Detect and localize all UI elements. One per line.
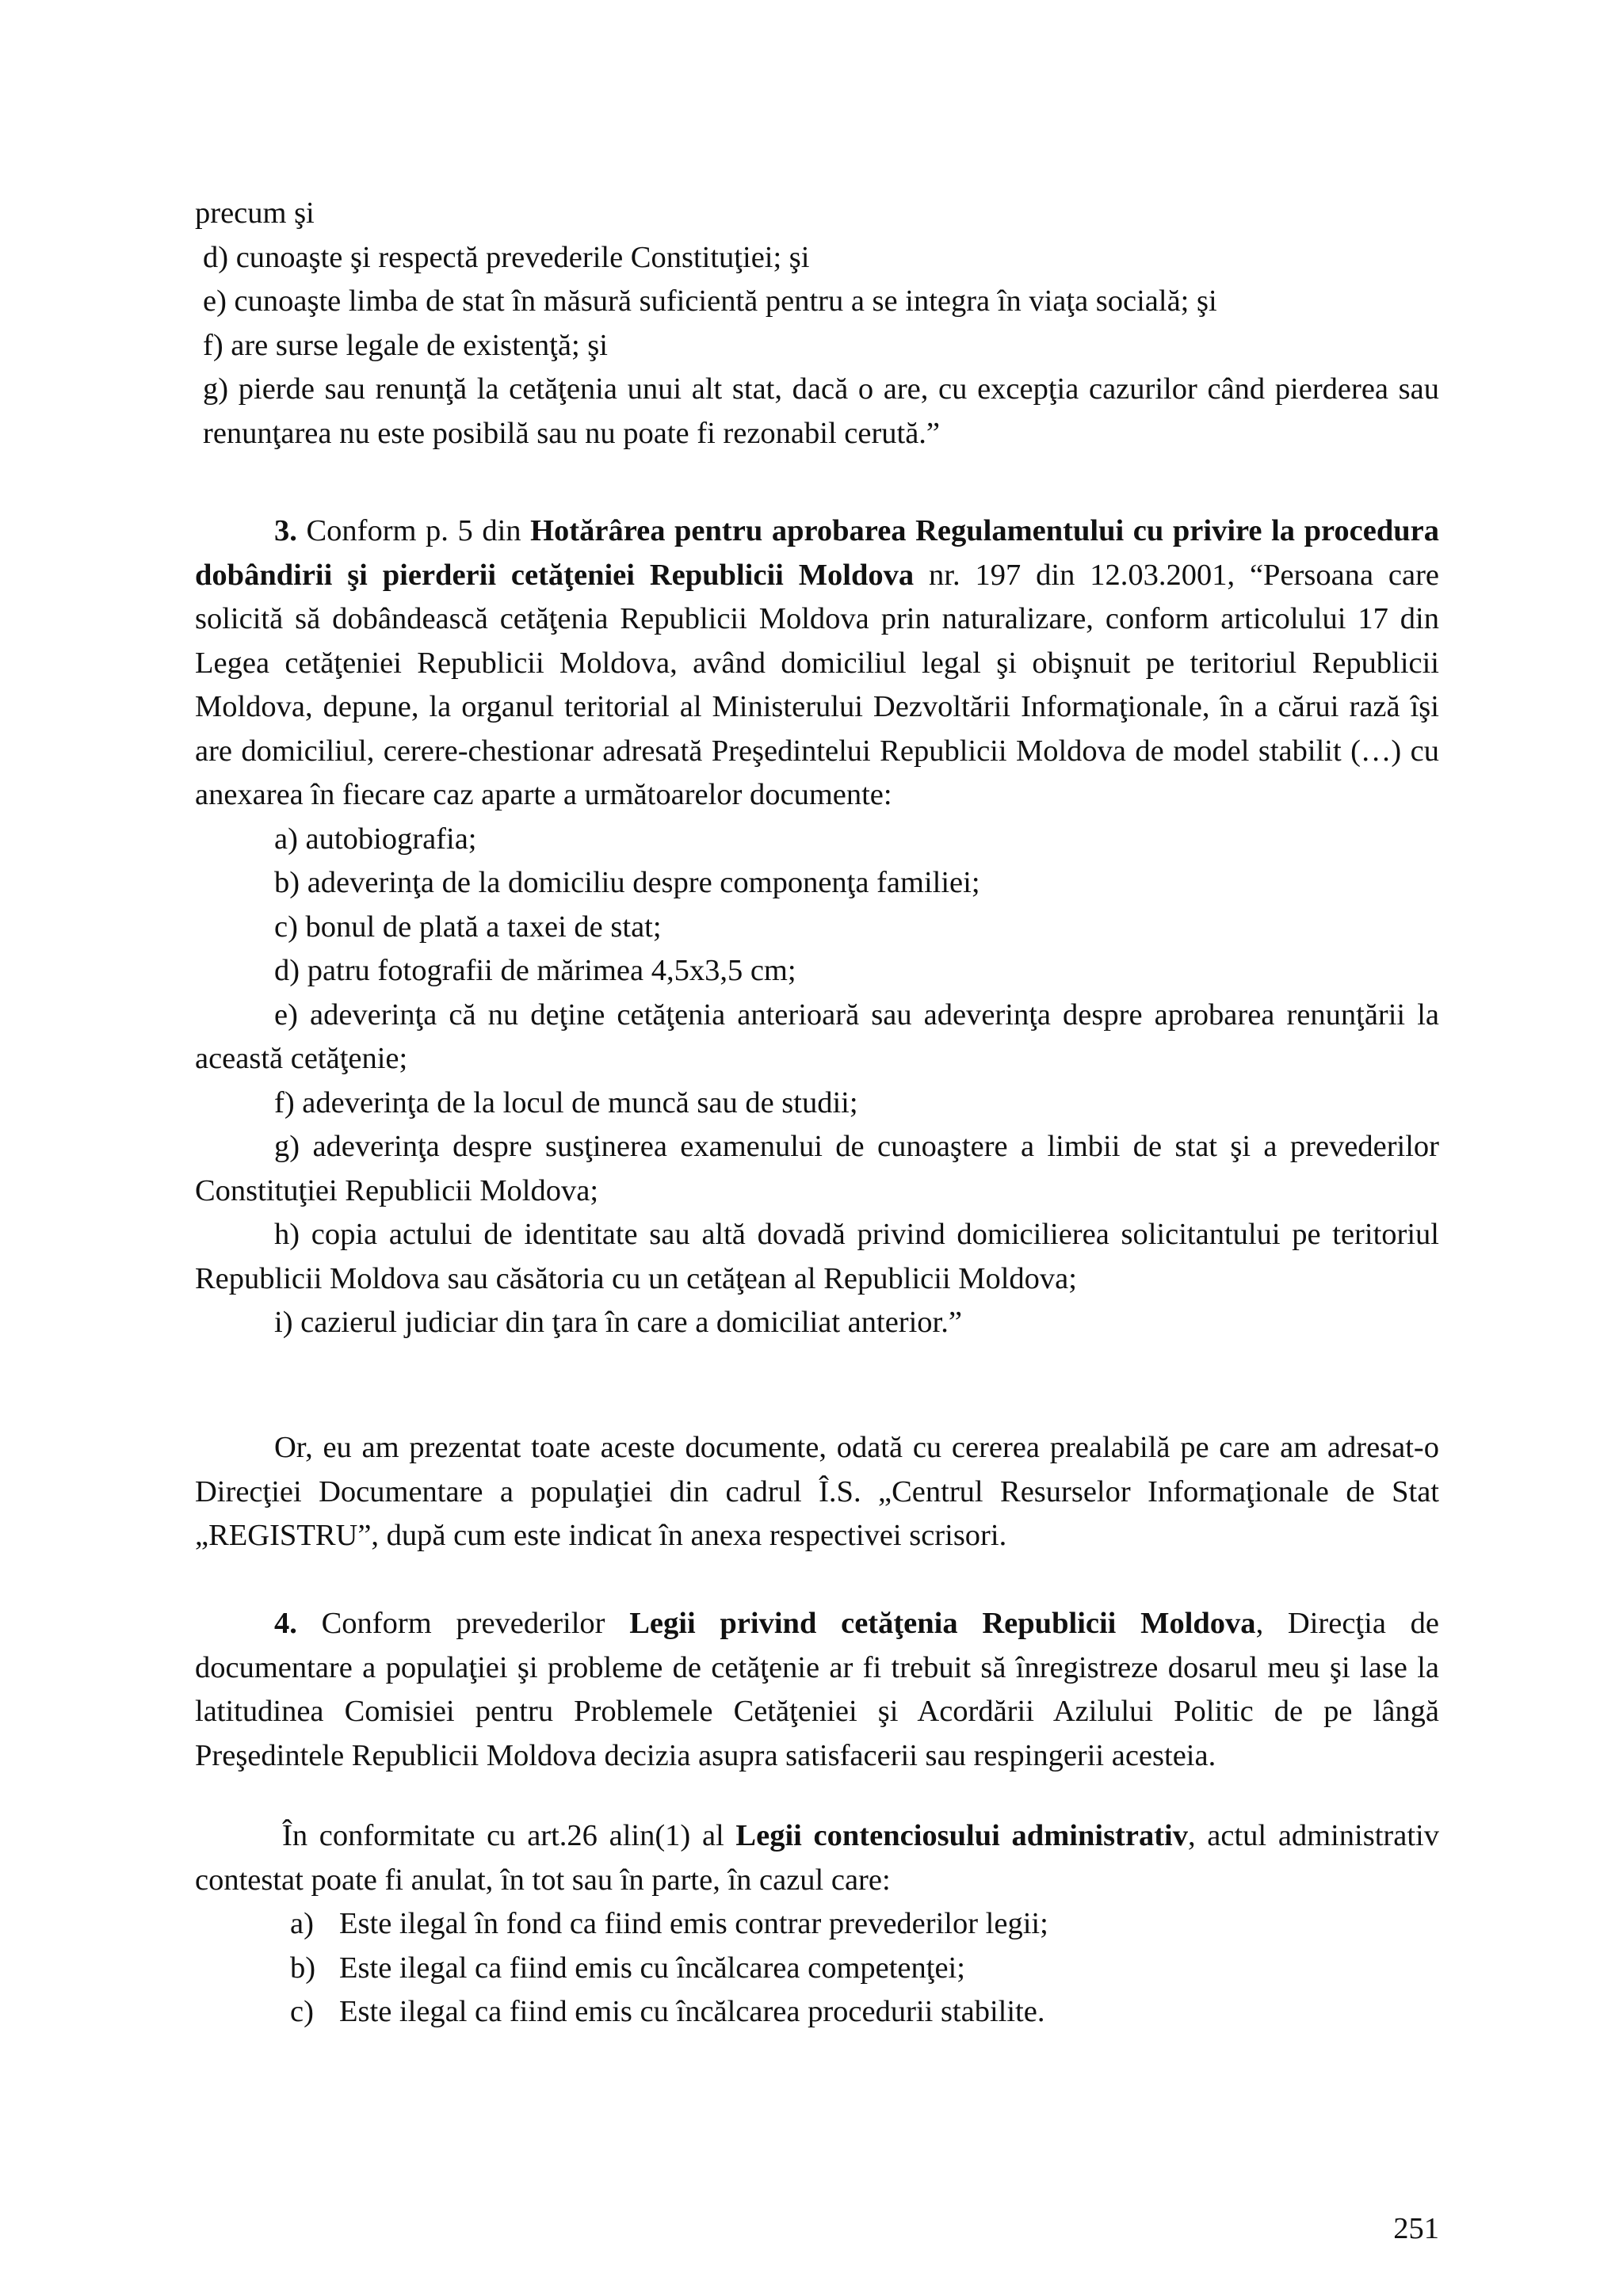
section-4-law-title: Legii privind cetăţenia Republicii Moldova [629, 1607, 1256, 1640]
section-5-text-2: , actul administrativ contestat poate fi anulat, în tot sau în parte, în cazul care: [195, 1819, 1439, 1897]
list-item-e: e) cunoaşte limba de stat în măsură suficientă pentru a se integra în viaţa socială; şi [203, 284, 1217, 318]
section-3-number: 3. [274, 514, 297, 547]
section-3 [195, 509, 1439, 1345]
section-5-text-1: În conformitate cu art.26 alin(1) al [282, 1819, 736, 1852]
doc-item-g: g) adeverinţa despre susţinerea examenului de cunoaştere a limbii de stat şi a prevederilor Constituţiei Republicii Moldova; [195, 1130, 1439, 1207]
doc-item-b: b) adeverinţa de la domiciliu despre componenţa familiei; [274, 866, 980, 899]
condition-label: b) [290, 1951, 316, 1985]
list-item-f: f) are surse legale de existenţă; şi [203, 328, 608, 362]
condition-label: a) [290, 1907, 314, 1940]
page-number: 251 [1393, 2212, 1439, 2245]
condition-item [195, 1902, 1439, 1947]
condition-label: c) [290, 1995, 314, 2028]
list-item-g [195, 368, 1439, 456]
section-4-text-2: , Direcţia de documentare a populaţiei şi probleme de cetăţenie ar fi trebuit să înregistreze dosarul meu şi lase la latitudinea Comisiei pentru Problemele Cetăţeniei şi Acordării Azilului Politic de pe lângă Preşedintele Republicii Moldova decizia asupra satisfacerii sau respingerii acesteia. [195, 1607, 1439, 1772]
doc-item-a: a) autobiografia; [274, 822, 477, 856]
section-5-law-title: Legii contenciosului administrativ [735, 1819, 1188, 1852]
section-3-text-2: nr. 197 din 12.03.2001, “Persoana care solicită să dobândească cetăţenia Republicii Moldova prin naturalizare, conform articolului 17 din Legea cetăţeniei Republicii Moldova, având domiciliul legal şi obişnuit pe teritoriul Republicii Moldova, depune, la organul teritorial al Ministerului Dezvoltării Informaţionale, în a cărui rază îşi are domiciliul, cerere-chestionar adresată Preşedintelui Republicii Moldova de model stabilit (…) cu anexarea în fiecare caz aparte a următoarelor documente: [195, 558, 1439, 811]
doc-item-h: h) copia actului de identitate sau altă dovadă privind domicilierea solicitantului pe teritoriul Republicii Moldova sau căsătoria cu un cetăţean al Republicii Moldova; [195, 1218, 1439, 1295]
doc-item-d: d) patru fotografii de mărimea 4,5x3,5 cm; [274, 954, 796, 987]
intro-line: precum şi [195, 196, 315, 230]
doc-item-c: c) bonul de plată a taxei de stat; [274, 910, 662, 944]
condition-item [195, 1947, 1439, 1991]
section-3-closing [195, 1426, 1439, 1558]
section-4-text-1: Conform prevederilor [296, 1607, 630, 1640]
condition-text: Este ilegal ca fiind emis cu încălcarea procedurii stabilite. [339, 1995, 1045, 2028]
doc-item-i: i) cazierul judiciar din ţara în care a domiciliat anterior.” [274, 1306, 962, 1339]
section-4-paragraph [195, 1602, 1439, 1778]
doc-item-f: f) adeverinţa de la locul de muncă sau de studii; [274, 1085, 858, 1119]
closing-paragraph: Or, eu am prezentat toate aceste documente, odată cu cererea prealabilă pe care am adresat-o Direcţiei Documentare a populaţiei din cadrul Î.S. „Centrul Resurselor Informaţionale de Stat „REGISTRU”, după cum este indicat în anexa respectivei scrisori. [195, 1431, 1439, 1552]
condition-item [195, 1990, 1439, 2035]
list-item-g-text: g) pierde sau renunţă la cetăţenia unui alt stat, dacă o are, cu excepţia cazurilor când pierderea sau renunţarea nu este posibilă sau nu poate fi rezonabil cerută.” [203, 372, 1439, 450]
section-4 [195, 1602, 1439, 1778]
intro-block [195, 192, 1439, 456]
section-5-paragraph [195, 1814, 1439, 1902]
section-3-paragraph [195, 509, 1439, 818]
condition-text: Este ilegal în fond ca fiind emis contrar prevederilor legii; [339, 1907, 1048, 1940]
doc-item-e: e) adeverinţa că nu deţine cetăţenia anterioară sau adeverinţa despre aprobarea renunţării la această cetăţenie; [195, 997, 1439, 1075]
condition-text: Este ilegal ca fiind emis cu încălcarea competenţei; [339, 1951, 965, 1985]
section-3-text-1: Conform p. 5 din [296, 514, 531, 547]
section-5 [195, 1814, 1439, 2035]
section-3-decision-title: Hotărârea pentru aprobarea Regulamentului cu privire la procedura dobândirii şi pierderii cetăţeniei Republicii Moldova [195, 514, 1439, 592]
list-item-d: d) cunoaşte şi respectă prevederile Constituţiei; şi [203, 240, 810, 274]
section-4-number: 4. [274, 1607, 297, 1640]
